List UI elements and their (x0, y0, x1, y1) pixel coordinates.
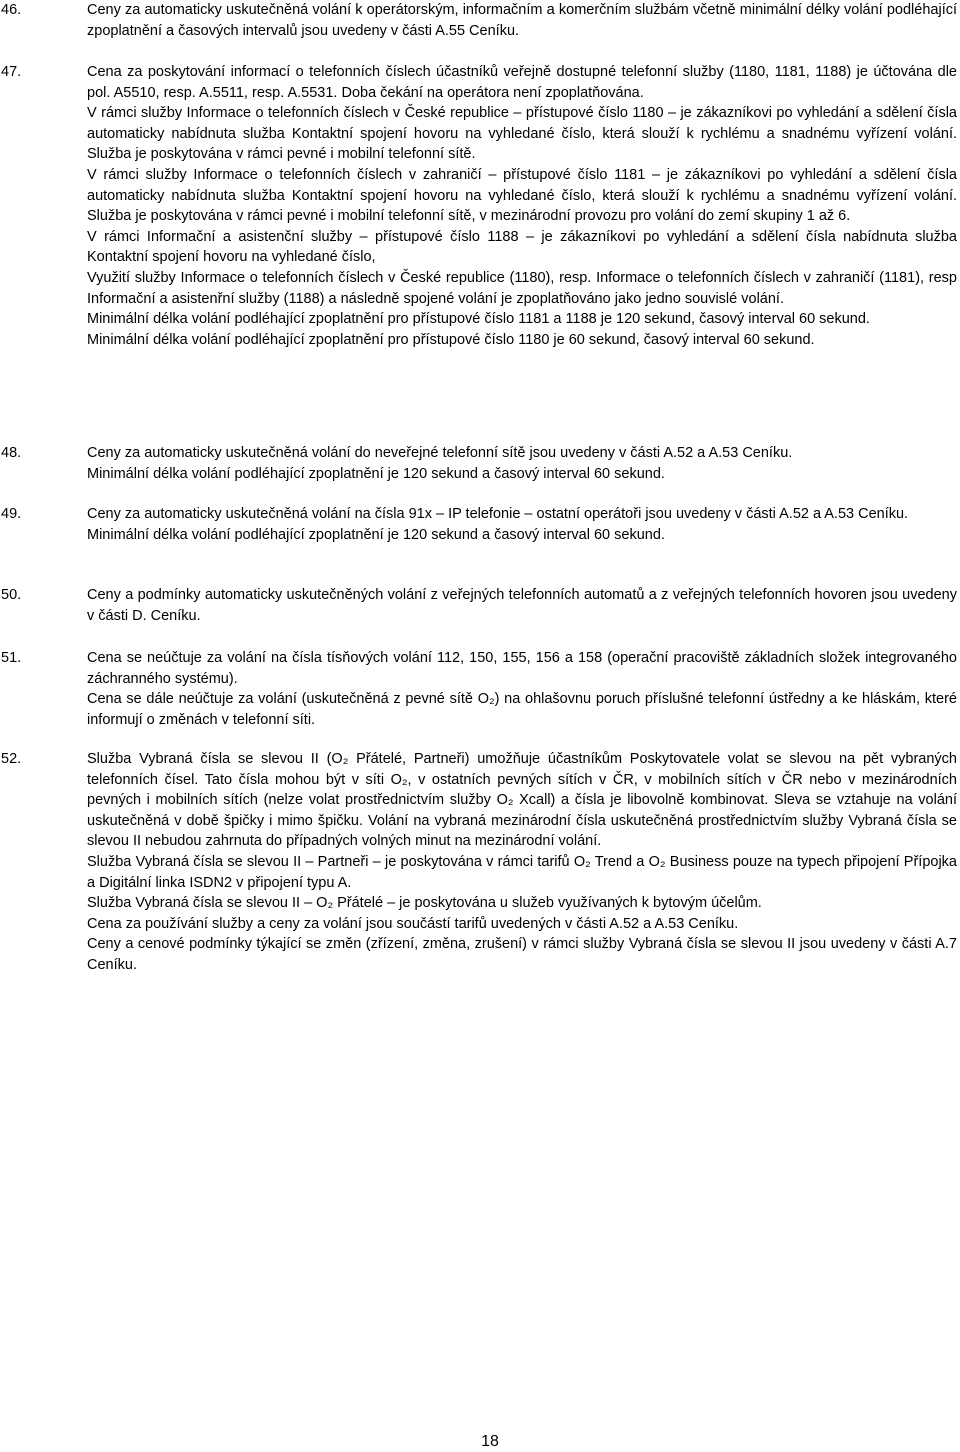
section-number: 52. (1, 751, 22, 767)
page-number: 18 (481, 1433, 499, 1450)
paragraph: Ceny a podmínky automaticky uskutečněných volání z veřejných telefonních automatů a z veřejných telefonních hovoren jsou uvedeny v části D. Ceníku. (87, 587, 957, 624)
paragraph: Cena se dále neúčtuje za volání (uskutečněná z pevné sítě O₂) na ohlašovnu poruch příslušné telefonní ústředny a ke hláskám, které informují o změnách v telefonní síti. (87, 691, 957, 728)
section-48 (0, 443, 960, 484)
section-number: 47. (1, 64, 22, 80)
section-body (87, 585, 957, 626)
section-number: 51. (1, 650, 22, 666)
section-body (87, 749, 957, 976)
paragraph: Ceny a cenové podmínky týkající se změn (zřízení, změna, zrušení) v rámci služby Vybraná čísla se slevou II jsou uvedeny v části A.7 Ceníku. (87, 936, 957, 973)
paragraph: Služba Vybraná čísla se slevou II – Partneři – je poskytována v rámci tarifů O₂ Trend a O₂ Business pouze na typech připojení Přípojka a Digitální linka ISDN2 v připojení typu A. (87, 853, 957, 891)
section-body (87, 648, 957, 730)
paragraph: Služba Vybraná čísla se slevou II (O₂ Přátelé, Partneři) umožňuje účastníkům Poskytovatele volat se slevou na pět vybraných telefonních čísel. Tato čísla mohou být v síti O₂, v ostatních pevných sítích v ČR, v mobilních sítích v ČR nebo v mezinárodních pevných i mobilních sítích (nelze volat prostřednictvím služby O₂ Xcall) a čísla je libovolně kombinovat. Sleva se vztahuje na volání uskutečněná v době špičky i mimo špičku. Volání na vybraná mezinárodní čísla uskutečněná prostřednictvím služby Vybraná čísla se slevou II nebudou zahrnuta do případných volných minut na mezinárodní volání. (87, 751, 957, 850)
section-52 (0, 749, 960, 976)
section-number: 48. (1, 445, 22, 461)
paragraph: Ceny za automaticky uskutečněná volání k operátorským, informačním a komerčním službám včetně minimální délky volání podléhající zpoplatnění a časových intervalů jsou uvedeny v části A.55 Ceníku. (87, 2, 957, 39)
section-number: 46. (1, 2, 22, 18)
section-body (87, 62, 957, 350)
section-47 (0, 62, 960, 350)
section-number: 49. (1, 506, 22, 522)
paragraph: Minimální délka volání podléhající zpoplatnění pro přístupové číslo 1181 a 1188 je 120 sekund, časový interval 60 sekund. (87, 311, 870, 328)
paragraph: Ceny za automaticky uskutečněná volání na čísla 91x – IP telefonie – ostatní operátoři jsou uvedeny v části A.52 a A.53 Ceníku. (87, 506, 909, 522)
paragraph: Minimální délka volání podléhající zpoplatnění je 120 sekund a časový interval 60 sekund. (87, 465, 665, 482)
paragraph: Minimální délka volání podléhající zpoplatnění je 120 sekund a časový interval 60 sekund. (87, 526, 665, 543)
paragraph: Cena za poskytování informací o telefonních číslech účastníků veřejně dostupné telefonní služby (1180, 1181, 1188) je účtována dle pol. A5510, resp. A.5511, resp. A.5531. Doba čekání na operátora není zpoplatňována. (87, 64, 957, 101)
paragraph: V rámci služby Informace o telefonních číslech v České republice – přístupové číslo 1180 – je zákazníkovi po vyhledání a sdělení čísla automaticky nabídnuta služba Kontaktní spojení hovoru na vyhledané číslo, která slouží k rychlému a snadnému vyřízení volání. Služba je poskytována v rámci pevné i mobilní telefonní sítě. (87, 105, 957, 163)
paragraph: Ceny za automaticky uskutečněná volání do neveřejné telefonní sítě jsou uvedeny v části A.52 a A.53 Ceníku. (87, 445, 793, 461)
paragraph: V rámci Informační a asistenční služby – přístupové číslo 1188 – je zákazníkovi po vyhledání a sdělení čísla nabídnuta služba Kontaktní spojení hovoru na vyhledané číslo, (87, 228, 957, 266)
paragraph: Cena se neúčtuje za volání na čísla tísňových volání 112, 150, 155, 156 a 158 (operační pracoviště základních složek integrovaného záchranného systému). (87, 650, 957, 687)
paragraph: Cena za používání služby a ceny za volání jsou součástí tarifů uvedených v části A.52 a A.53 Ceníku. (87, 915, 739, 932)
paragraph: Využití služby Informace o telefonních číslech v České republice (1180), resp. Informace o telefonních číslech v zahraničí (1181), resp Informační a asistenřní služby (1188) a následně spojené volání je zpoplatňováno jako jedno souvislé volání. (87, 269, 957, 307)
section-body (87, 0, 957, 41)
section-body (87, 504, 957, 545)
paragraph: V rámci služby Informace o telefonních číslech v zahraničí – přístupové číslo 1181 – je zákazníkovi po vyhledání a sdělení čísla automaticky nabídnuta služba Kontaktní spojení hovoru na vyhledané číslo, která slouží k rychlému a snadnému vyřízení volání. Služba je poskytována v rámci pevné i mobilní telefonní sítě, v mezinárodní provozu pro volání do zemí skupiny 1 až 6. (87, 166, 957, 225)
section-number: 50. (1, 587, 22, 603)
section-46 (0, 0, 960, 41)
section-49 (0, 504, 960, 545)
section-body (87, 443, 957, 484)
section-51 (0, 648, 960, 730)
section-50 (0, 585, 960, 626)
paragraph: Minimální délka volání podléhající zpoplatnění pro přístupové číslo 1180 je 60 sekund, časový interval 60 sekund. (87, 331, 815, 348)
paragraph: Služba Vybraná čísla se slevou II – O₂ Přátelé – je poskytována u služeb využívaných k bytovým účelům. (87, 895, 762, 912)
